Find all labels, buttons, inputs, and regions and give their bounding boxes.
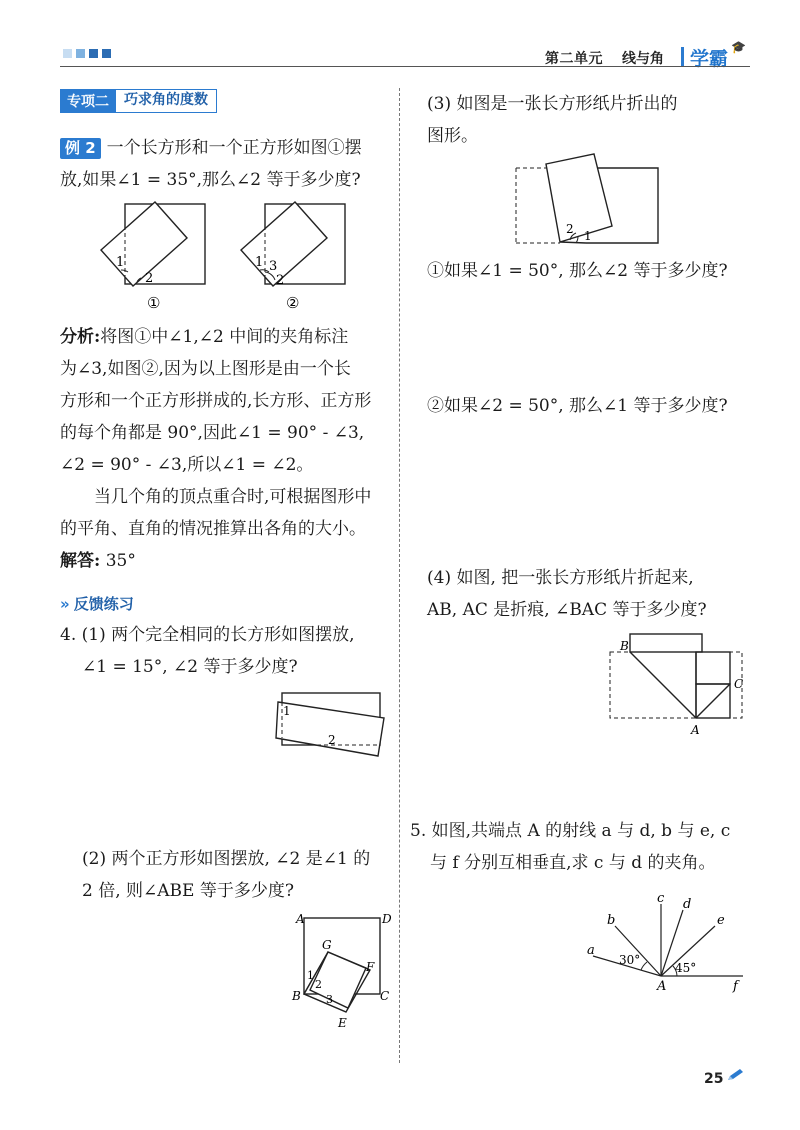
p4-1-angle-1: 1 <box>283 704 291 718</box>
analysis-line-4: 的每个角都是 90°,因此∠1 = 90° - ∠3, <box>60 423 365 443</box>
header-logo: 学霸 <box>690 48 729 70</box>
ray-e-label: e <box>717 913 725 928</box>
problem-4-part-3 <box>427 88 757 152</box>
p4-1-angle-2: 2 <box>328 733 336 747</box>
ray-c-label: c <box>657 891 665 906</box>
example-badge: 例 2 <box>60 138 101 159</box>
p4-2-point-G: G <box>322 938 332 952</box>
p4-2-angle-3: 3 <box>326 993 333 1006</box>
problem-4-3-line-2: 图形。 <box>427 126 478 146</box>
p4-2-point-D: D <box>382 912 392 926</box>
header-topic: 线与角 <box>622 51 664 67</box>
header-unit: 第二单元 <box>545 51 603 67</box>
analysis-line-2: 为∠3,如图②,因为以上图形是由一个长 <box>60 359 351 379</box>
ray-b-label: b <box>607 913 616 928</box>
example-figure-1 <box>101 202 205 312</box>
p4-4-point-B: B <box>620 639 629 653</box>
pencil-icon <box>726 1068 744 1082</box>
problem-5-number: 5. <box>410 821 427 841</box>
problem-4-4-line-1: (4) 如图, 把一张长方形纸片折起来, <box>427 568 694 588</box>
header-decoration <box>63 49 111 58</box>
problem-4-part-4 <box>427 562 762 626</box>
double-chevron-icon: » <box>60 595 70 613</box>
problem-5-line-1: 如图,共端点 A 的射线 a 与 d, b 与 e, c <box>431 821 731 841</box>
p4-2-angle-1: 1 <box>307 969 314 982</box>
problem-4-3-figure <box>512 150 662 250</box>
p4-4-point-A: A <box>691 723 700 737</box>
problem-4-2-line-2: 2 倍, 则∠ABE 等于多少度? <box>82 881 294 901</box>
problem-4-3-line-1: (3) 如图是一张长方形纸片折出的 <box>427 94 678 114</box>
problem-4-number: 4. <box>60 625 77 645</box>
ray-f-label: f <box>733 979 738 994</box>
p4-2-point-B: B <box>292 989 301 1003</box>
answer-value: 35° <box>105 551 136 571</box>
header-separator <box>681 47 684 67</box>
example-line-1: 一个长方形和一个正方形如图①摆 <box>106 138 362 158</box>
p4-3-angle-2: 2 <box>566 222 574 236</box>
problem-4-2-line-1: (2) 两个正方形如图摆放, ∠2 是∠1 的 <box>82 849 371 869</box>
example-figure-2 <box>241 202 345 312</box>
fig1-angle-1: 1 <box>116 255 125 270</box>
analysis-line-5: ∠2 = 90° - ∠3,所以∠1 = ∠2。 <box>60 455 314 475</box>
p4-2-point-A: A <box>296 912 305 926</box>
analysis-label: 分析: <box>60 327 101 347</box>
fig2-angle-3: 3 <box>269 259 278 274</box>
section-tag <box>60 89 217 113</box>
angle-45-label: 45° <box>675 961 697 975</box>
analysis-line-1: 将图①中∠1,∠2 中间的夹角标注 <box>100 327 349 347</box>
analysis-line-3: 方形和一个正方形拼成的,长方形、正方形 <box>60 391 372 411</box>
header-rule <box>60 66 750 67</box>
problem-4-1-line-2: ∠1 = 15°, ∠2 等于多少度? <box>82 657 298 677</box>
problem-5-figure <box>585 890 750 995</box>
p4-2-point-C: C <box>380 989 390 1003</box>
fig2-angle-1: 1 <box>255 255 264 270</box>
fig2-caption: ② <box>286 294 300 312</box>
ray-d-label: d <box>683 897 692 912</box>
p4-2-angle-2: 2 <box>315 978 322 991</box>
fig1-caption: ① <box>147 294 161 312</box>
p4-2-point-F: F <box>366 960 375 974</box>
problem-4-1-figure <box>272 688 392 760</box>
problem-4-part-1 <box>60 619 395 683</box>
section-tag-label: 专项二 <box>60 89 116 113</box>
point-A-label: A <box>657 979 667 994</box>
problem-5 <box>410 815 755 879</box>
problem-4-1-line-1: (1) 两个完全相同的长方形如图摆放, <box>81 625 355 645</box>
problem-4-3-question-2: ②如果∠2 = 50°, 那么∠1 等于多少度? <box>427 396 728 416</box>
problem-4-4-figure <box>600 628 750 738</box>
angle-30-label: 30° <box>619 953 641 967</box>
feedback-heading <box>60 593 134 614</box>
page-number: 25 <box>704 1071 724 1087</box>
problem-4-2-figure <box>288 908 400 1034</box>
problem-5-line-2: 与 f 分别互相垂直,求 c 与 d 的夹角。 <box>430 853 716 873</box>
graduation-cap-icon: 🎓 <box>731 40 746 54</box>
problem-4-part-2 <box>60 843 395 907</box>
p4-4-point-C: C <box>734 677 744 691</box>
problem-4-4-line-2: AB, AC 是折痕, ∠BAC 等于多少度? <box>427 600 707 620</box>
p4-3-angle-1: 1 <box>584 229 592 243</box>
example-figures <box>95 198 365 316</box>
example-line-2: 放,如果∠1 = 35°,那么∠2 等于多少度? <box>60 170 361 190</box>
feedback-title: 反馈练习 <box>73 595 134 613</box>
ray-a-label: a <box>587 943 595 958</box>
example-2 <box>60 132 395 196</box>
answer-label: 解答: <box>60 551 101 571</box>
tip-line-1: 当几个角的顶点重合时,可根据图形中 <box>94 487 372 507</box>
section-tag-title: 巧求角的度数 <box>116 89 217 113</box>
analysis <box>60 321 395 577</box>
fig2-angle-2: 2 <box>276 273 285 288</box>
problem-4-3-question-1: ①如果∠1 = 50°, 那么∠2 等于多少度? <box>427 261 728 281</box>
tip-line-2: 的平角、直角的情况推算出各角的大小。 <box>60 519 366 539</box>
p4-2-point-E: E <box>338 1016 347 1030</box>
fig1-angle-2: 2 <box>145 271 154 286</box>
